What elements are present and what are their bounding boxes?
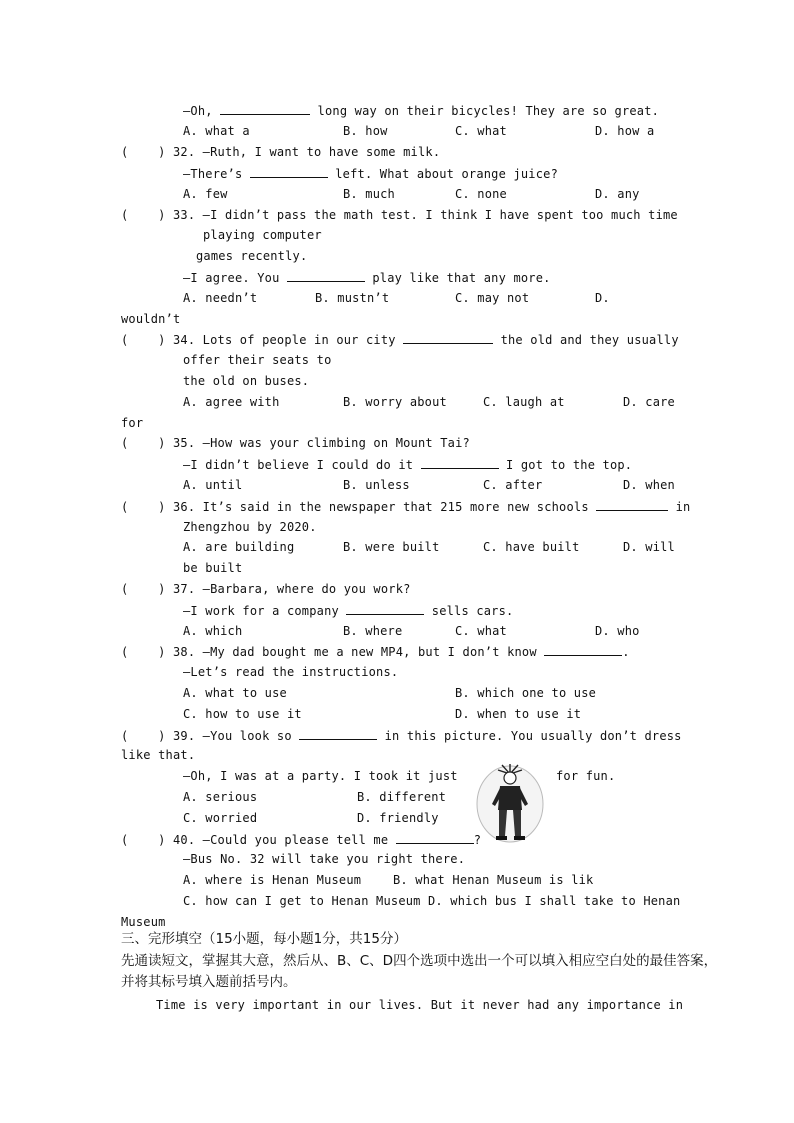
- line-text-after-blank: in: [668, 500, 691, 514]
- text-line: [357, 789, 446, 805]
- text-line: [343, 394, 447, 410]
- line-text: D. care: [623, 395, 675, 409]
- line-text-after-blank: .: [622, 645, 630, 659]
- answer-blank: [421, 456, 499, 469]
- text-line: [183, 186, 228, 202]
- text-line: [183, 102, 659, 119]
- text-line: [183, 664, 398, 680]
- line-text-after-blank: ?: [473, 833, 482, 847]
- line-text: ( ) 38. —My dad bought me a new MP4, but I don’t know: [121, 645, 545, 659]
- line-text: —Bus No. 32 will take you right there.: [183, 852, 466, 866]
- text-line: [183, 394, 280, 410]
- line-text: —Oh,: [183, 104, 221, 118]
- line-text: offer their seats to: [183, 353, 332, 367]
- text-line: [183, 623, 242, 639]
- line-text: Zhengzhou by 2020.: [183, 520, 317, 534]
- line-text: B. unless: [343, 478, 410, 492]
- text-line: [183, 810, 257, 826]
- answer-blank: [403, 331, 493, 344]
- line-text: ( ) 39. —You look so: [121, 729, 300, 743]
- line-text: ( ) 33. —I didn’t pass the math test. I think I have spent too much time: [121, 208, 678, 222]
- line-text: ( ) 36. It’s said in the newspaper that 215 more new schools: [121, 500, 597, 514]
- line-text: B. what Henan Museum is lik: [393, 873, 594, 887]
- text-line: [455, 706, 581, 722]
- text-line: [121, 747, 195, 763]
- text-line: [121, 914, 166, 930]
- text-line: [183, 893, 680, 909]
- line-text: C. how to use it: [183, 707, 302, 721]
- line-text: D.: [595, 291, 610, 305]
- text-line: [121, 581, 411, 597]
- line-text: C. what: [455, 124, 507, 138]
- line-text: A. where is Henan Museum: [183, 873, 362, 887]
- line-text-after-blank: in this picture. You usually don’t dress: [377, 729, 682, 743]
- section-text: 并将其标号填入题前括号内。: [121, 974, 297, 990]
- text-line: [343, 623, 402, 639]
- text-line: [203, 227, 322, 243]
- line-text: A. what to use: [183, 686, 287, 700]
- answer-blank: [396, 831, 474, 844]
- text-line: [183, 456, 632, 473]
- line-text: C. may not: [455, 291, 530, 305]
- text-line: [183, 539, 294, 555]
- text-line: [121, 435, 470, 451]
- text-line: [183, 851, 465, 867]
- line-text-after-blank: play like that any more.: [364, 271, 551, 285]
- text-line: [183, 123, 250, 139]
- line-text: —I work for a company: [183, 604, 347, 618]
- line-text: B. how: [343, 124, 388, 138]
- line-text-after-blank: sells cars.: [424, 604, 514, 618]
- line-text: D. friendly: [357, 811, 439, 825]
- text-line: [483, 394, 565, 410]
- text-line: [357, 810, 439, 826]
- text-line: [455, 123, 507, 139]
- text-line: [343, 539, 440, 555]
- line-text-after-blank: left. What about orange juice?: [327, 167, 558, 181]
- text-line: [183, 706, 302, 722]
- text-line: [183, 768, 458, 784]
- text-line: [121, 498, 690, 515]
- line-text: —Oh, I was at a party. I took it just: [183, 769, 458, 783]
- line-text: playing computer: [203, 228, 322, 242]
- text-line: [315, 290, 389, 306]
- text-line: [183, 269, 551, 286]
- line-text: C. laugh at: [483, 395, 565, 409]
- line-text: Museum: [121, 915, 166, 929]
- line-text: ( ) 35. —How was your climbing on Mount Tai?: [121, 436, 470, 450]
- line-text: ( ) 37. —Barbara, where do you work?: [121, 582, 411, 596]
- text-line: [183, 352, 332, 368]
- text-line: [623, 539, 675, 555]
- line-text: C. how can I get to Henan Museum D. which bus I shall take to Henan: [183, 894, 681, 908]
- text-line: [183, 477, 242, 493]
- text-line: [121, 831, 481, 848]
- line-text: B. which one to use: [455, 686, 597, 700]
- text-line: [183, 602, 513, 619]
- answer-blank: [299, 727, 377, 740]
- answer-blank: [544, 643, 622, 656]
- text-line: [343, 123, 388, 139]
- text-line: [455, 623, 507, 639]
- text-line: [183, 560, 242, 576]
- line-text: ( ) 34. Lots of people in our city: [121, 333, 404, 347]
- text-line: [183, 373, 309, 389]
- answer-blank: [596, 498, 668, 511]
- text-line: [183, 519, 317, 535]
- line-text: B. much: [343, 187, 395, 201]
- line-text: C. none: [455, 187, 507, 201]
- line-text: D. any: [595, 187, 640, 201]
- text-line: [595, 623, 640, 639]
- text-line: [121, 415, 143, 431]
- line-text: the old on buses.: [183, 374, 310, 388]
- text-line: [595, 290, 610, 306]
- line-text: like that.: [121, 748, 196, 762]
- line-text: D. will: [623, 540, 675, 554]
- line-text: C. after: [483, 478, 543, 492]
- line-text: for: [121, 416, 144, 430]
- text-line: [343, 477, 410, 493]
- line-text: —I didn’t believe I could do it: [183, 458, 421, 472]
- line-text: —I agree. You: [183, 271, 287, 285]
- text-line: [343, 186, 395, 202]
- section-text: 三、完形填空（15小题，每小题1分，共15分）: [121, 931, 407, 947]
- line-text-after-blank: the old and they usually: [493, 333, 679, 347]
- line-text-after-blank: long way on their bicycles! They are so great.: [310, 104, 660, 118]
- text-line: [121, 311, 180, 327]
- line-text: A. needn’t: [183, 291, 258, 305]
- answer-blank: [250, 165, 328, 178]
- text-line: [121, 643, 630, 660]
- line-text: B. where: [343, 624, 403, 638]
- line-text: A. serious: [183, 790, 258, 804]
- line-text: games recently.: [196, 249, 308, 263]
- line-text: B. different: [357, 790, 447, 804]
- text-line: [483, 539, 580, 555]
- text-line: [455, 186, 507, 202]
- text-line: [595, 123, 654, 139]
- text-line: [121, 207, 678, 223]
- line-text: B. worry about: [343, 395, 447, 409]
- text-line: [183, 872, 361, 888]
- text-line: [556, 768, 615, 784]
- section-text: 先通读短文，掌握其大意，然后从、B、C、D四个选项中选出一个可以填入相应空白处的最佳答案，: [121, 953, 718, 969]
- line-text: —There’s: [183, 167, 250, 181]
- line-text: A. are building: [183, 540, 295, 554]
- line-text: wouldn’t: [121, 312, 181, 326]
- text-line: [183, 685, 287, 701]
- line-text: —Let’s read the instructions.: [183, 665, 399, 679]
- line-text: B. were built: [343, 540, 440, 554]
- line-text: ( ) 40. —Could you please tell me: [121, 833, 396, 847]
- line-text: B. mustn’t: [315, 291, 390, 305]
- line-text-after-blank: I got to the top.: [498, 458, 633, 472]
- line-text: A. until: [183, 478, 243, 492]
- line-text: Time is very important in our lives. But it never had any importance in: [156, 998, 684, 1012]
- answer-blank: [287, 269, 365, 282]
- text-line: [595, 186, 640, 202]
- text-line: [393, 872, 593, 888]
- answer-blank: [220, 102, 310, 115]
- text-line: [455, 685, 596, 701]
- line-text: A. which: [183, 624, 243, 638]
- text-line: [183, 165, 558, 182]
- line-text: C. worried: [183, 811, 258, 825]
- text-line: [121, 727, 682, 744]
- text-line: [196, 248, 307, 264]
- answer-blank: [346, 602, 424, 615]
- line-text: D. when to use it: [455, 707, 582, 721]
- line-text: A. what a: [183, 124, 250, 138]
- line-text: D. when: [623, 478, 675, 492]
- text-line: [483, 477, 542, 493]
- text-line: [183, 290, 257, 306]
- line-text: D. how a: [595, 124, 655, 138]
- line-text: A. few: [183, 187, 228, 201]
- text-line: [156, 997, 683, 1013]
- text-line: [455, 290, 529, 306]
- line-text: C. what: [455, 624, 507, 638]
- line-text: ( ) 32. —Ruth, I want to have some milk.: [121, 145, 441, 159]
- text-line: [623, 394, 675, 410]
- text-line: [121, 331, 679, 348]
- line-text: D. who: [595, 624, 640, 638]
- text-line: [121, 144, 440, 160]
- cartoon-figure-image: [474, 760, 546, 844]
- line-text: for fun.: [556, 769, 616, 783]
- line-text: A. agree with: [183, 395, 280, 409]
- text-line: [623, 477, 675, 493]
- line-text: be built: [183, 561, 243, 575]
- text-line: [183, 789, 257, 805]
- line-text: C. have built: [483, 540, 580, 554]
